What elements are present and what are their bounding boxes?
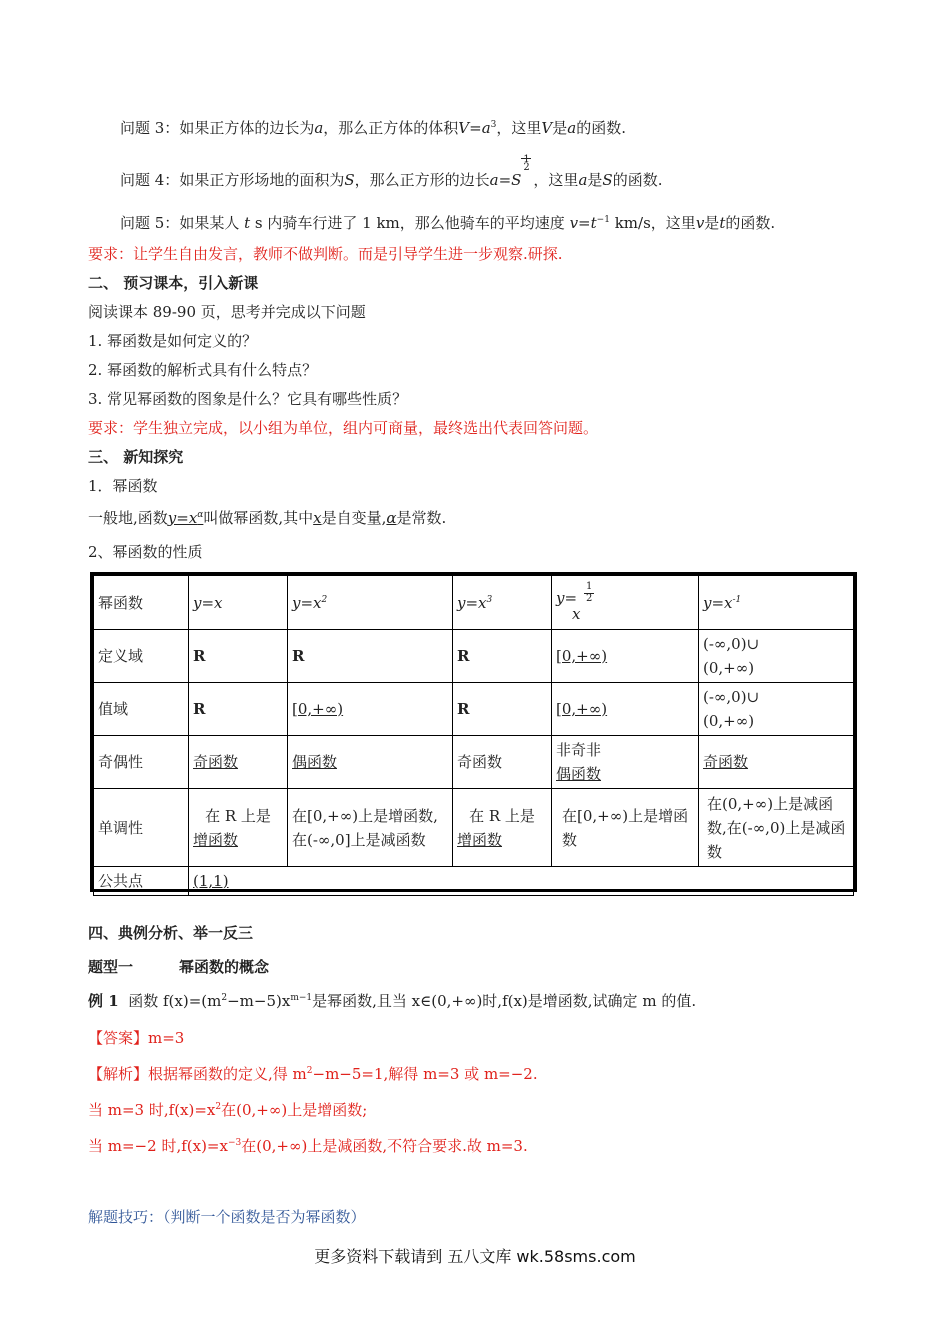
table-cell: R [189, 683, 288, 736]
table-cell: (-∞,0)∪ (0,+∞) [699, 630, 854, 683]
section-3-title: 三、 新知探究 [88, 448, 184, 466]
table-cell: 奇函数 [189, 736, 288, 789]
table-cell: [0,+∞) [552, 683, 699, 736]
footer-link[interactable]: 更多资料下载请到 五八文库 wk.58sms.com [314, 1247, 636, 1266]
row-header: 单调性 [94, 789, 189, 867]
table-row [94, 789, 854, 867]
table-cell: 在 R 上是 增函数 [453, 789, 552, 867]
answer: 【答案】m=3 [88, 1029, 185, 1047]
table-cell: 偶函数 [288, 736, 453, 789]
table-cell: R [453, 683, 552, 736]
table-row [94, 576, 854, 630]
section-4-title: 四、典例分析、举一反三 [88, 924, 254, 942]
table-cell: 在 R 上是 增函数 [189, 789, 288, 867]
type-1-heading: 题型一 幂函数的概念 [88, 958, 270, 976]
table-cell: y=x [189, 576, 288, 630]
analysis-case-2: 当 m=−2 时$,f(x)=x^{-3}$在(0,+∞)上是减函数,不符合要求.故 m=3. [88, 1137, 528, 1155]
requirement-2: 要求：学生独立完成，以小组为单位，组内可商量，最终选出代表回答问题。 [88, 419, 599, 437]
requirement-1: 要求：让学生自由发言，教师不做判断。而是引导学生进一步观察.研探. [88, 245, 563, 263]
question-item: 2. 幂函数的解析式具有什么特点？ [88, 361, 318, 379]
fraction-one-half: 1 2 [523, 154, 530, 173]
analysis: 【解析】根据幂函数的定义,得 $m^2-m-5=1$,解得 m=3 或 m=−2. [88, 1065, 538, 1083]
row-header: 公共点 [94, 867, 189, 896]
definition-title: 1．幂函数 [88, 477, 158, 495]
section-2-title: 二、 预习课本，引入新课 [88, 274, 259, 292]
table-cell: 奇函数 [699, 736, 854, 789]
row-header: 奇偶性 [94, 736, 189, 789]
row-header: 值域 [94, 683, 189, 736]
table-cell: R [189, 630, 288, 683]
reading-instruction: 阅读课本 89-90 页，思考并完成以下问题 [88, 303, 366, 321]
table-cell: $y=x^{-1}$ [699, 576, 854, 630]
table-cell: (1,1) [189, 867, 854, 896]
table-cell: (-∞,0)∪ (0,+∞) [699, 683, 854, 736]
question-3: 问题 3：如果正方体的边长为a，那么正方体的体积$V=a^3$，这里V是a的函数. [120, 119, 626, 137]
table-cell: 在[0,+∞)上是增函数,在(-∞,0]上是减函数 [288, 789, 453, 867]
table-cell: y= x 1 2 [552, 576, 699, 630]
row-header: 定义域 [94, 630, 189, 683]
table-cell: 在[0,+∞)上是增函数 [552, 789, 699, 867]
question-item: 3. 常见幂函数的图象是什么？它具有哪些性质？ [88, 390, 408, 408]
table-cell: [0,+∞) [288, 683, 453, 736]
table-cell: 非奇非 偶函数 [552, 736, 699, 789]
row-header: 幂函数 [94, 576, 189, 630]
table-cell: $y=x^3$ [453, 576, 552, 630]
definition-text: 一般地,函数$y=x^\alpha$叫做幂函数,其中x是自变量,α是常数. [88, 509, 447, 527]
question-5: 问题 5：如果某人 t s 内骑车行进了 1 km，那么他骑车的平均速度 $v=t^{-1}$ km/s，这里v是t的函数. [120, 214, 776, 232]
power-function-properties-table [90, 572, 857, 892]
example-1: 例 1 函数 $f(x)=(m^2-m-5)x^{m-1}$是幂函数,且当 x∈(0,+∞)时,f(x)是增函数,试确定 m 的值. [88, 992, 697, 1010]
definition-formula: $y=x^\alpha$ [167, 509, 204, 527]
table-row [94, 736, 854, 789]
table-cell: $y=x^2$ [288, 576, 453, 630]
table-cell: R [288, 630, 453, 683]
properties-title: 2、幂函数的性质 [88, 543, 203, 561]
table-row [94, 683, 854, 736]
table-cell: R [453, 630, 552, 683]
table-cell: 在(0,+∞)上是减函数,在(-∞,0)上是减函数 [699, 789, 854, 867]
table-row [94, 867, 854, 896]
table-cell: [0,+∞) [552, 630, 699, 683]
table-row [94, 630, 854, 683]
question-item: 1. 幂函数是如何定义的？ [88, 332, 258, 350]
analysis-case-1: 当 m=3 时$,f(x)=x^2$在(0,+∞)上是增函数; [88, 1101, 368, 1119]
question-4: 问题 4：如果正方形场地的面积为S，那么正方形的边长a=S 1 2 ，这里a是S的函数. [120, 154, 663, 189]
table-cell: 奇函数 [453, 736, 552, 789]
solving-tip: 解题技巧：（判断一个函数是否为幂函数） [88, 1208, 366, 1226]
